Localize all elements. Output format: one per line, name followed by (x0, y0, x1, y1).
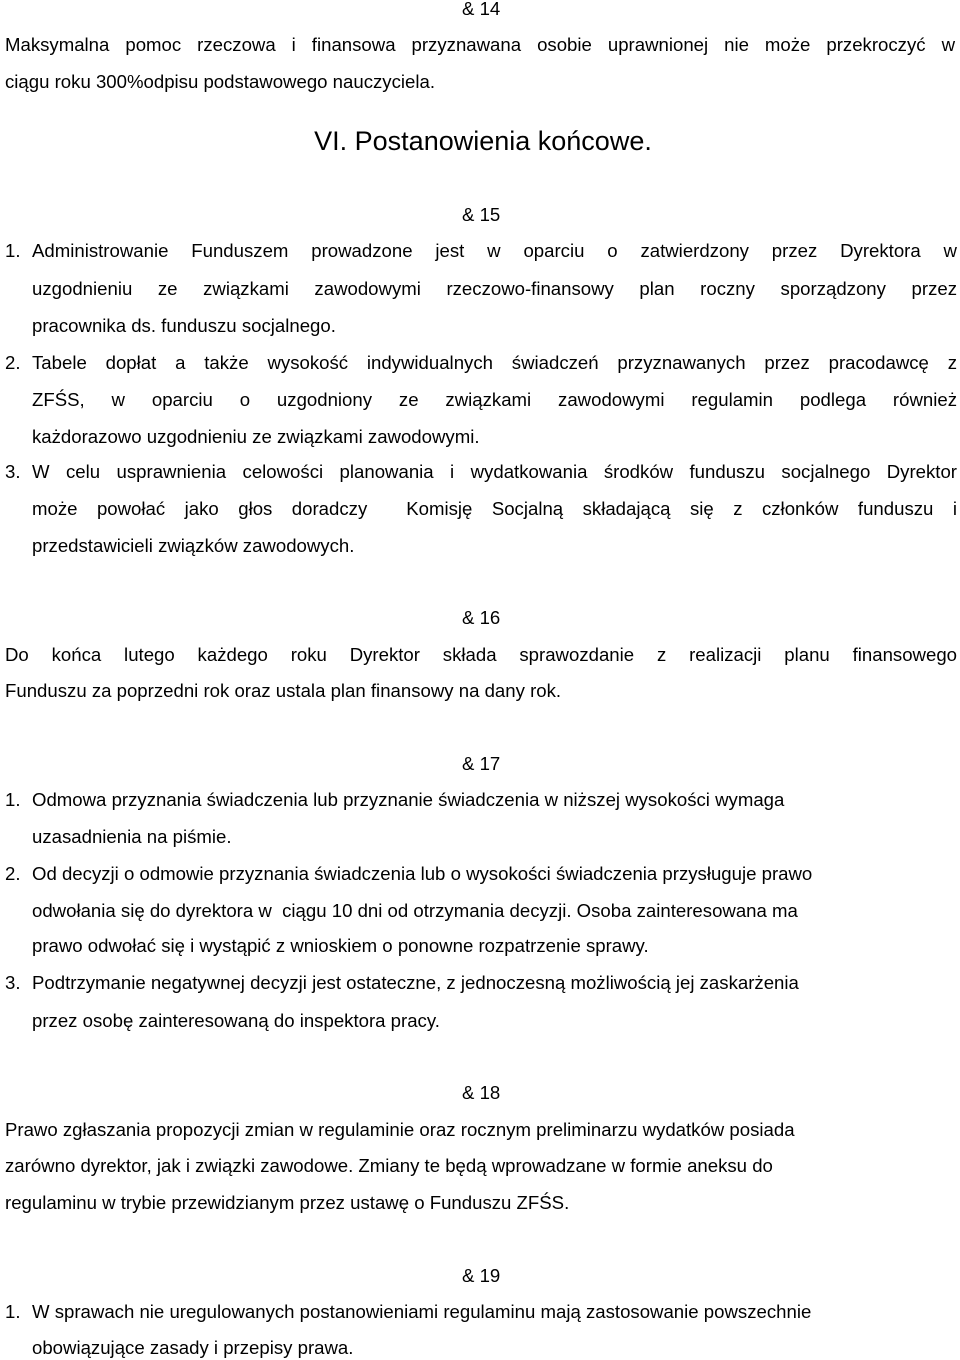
s15-item-1-line-3: pracownika ds. funduszu socjalnego. (32, 315, 336, 336)
s16-line-1: Do końca lutego każdego roku Dyrektor składa sprawozdanie z realizacji planu finansowego (5, 644, 957, 665)
s17-item-1-number: 1. (5, 789, 21, 810)
s14-line-2: ciągu roku 300%odpisu podstawowego nauczyciela. (5, 71, 435, 92)
s15-item-3-number: 3. (5, 461, 21, 482)
s17-item-1-line-2: uzasadnienia na piśmie. (32, 826, 232, 847)
s15-item-2-line-3: każdorazowo uzgodnieniu ze związkami zawodowymi. (32, 426, 480, 447)
section-heading-17: & 17 (462, 753, 501, 774)
s15-item-3-line-1: W celu usprawnienia celowości planowania i wydatkowania środków funduszu socjalnego Dyrektor (32, 461, 957, 482)
section-heading-14: & 14 (462, 0, 501, 19)
s15-item-1-line-1: Administrowanie Funduszem prowadzone jest w oparciu o zatwierdzony przez Dyrektora w (32, 240, 957, 261)
chapter-title: VI. Postanowienia końcowe. (314, 126, 652, 156)
s15-item-1-line-2: uzgodnieniu ze związkami zawodowymi rzeczowo-finansowy plan roczny sporządzony przez (32, 278, 957, 299)
s15-item-3-line-3: przedstawicieli związków zawodowych. (32, 535, 355, 556)
s15-item-1-number: 1. (5, 240, 21, 261)
section-heading-18: & 18 (462, 1082, 501, 1103)
s15-item-2-number: 2. (5, 352, 21, 373)
s15-item-3-line-2: może powołać jako głos doradczy Komisję Socjalną składającą się z członków funduszu i (32, 498, 957, 519)
section-heading-16: & 16 (462, 607, 501, 628)
s19-item-1-line-2: obowiązujące zasady i przepisy prawa. (32, 1337, 354, 1358)
s16-line-2: Funduszu za poprzedni rok oraz ustala plan finansowy na dany rok. (5, 680, 562, 701)
section-heading-19: & 19 (462, 1265, 501, 1286)
s19-item-1-line-1: W sprawach nie uregulowanych postanowieniami regulaminu mają zastosowanie powszechnie (32, 1301, 812, 1322)
s17-item-2-line-3: prawo odwołać się i wystąpić z wnioskiem o ponowne rozpatrzenie sprawy. (32, 935, 649, 956)
s18-line-3: regulaminu w trybie przewidzianym przez ustawę o Funduszu ZFŚS. (5, 1192, 570, 1213)
s17-item-2-line-1: Od decyzji o odmowie przyznania świadczenia lub o wysokości świadczenia przysługuje prawo (32, 863, 813, 884)
s17-item-2-number: 2. (5, 863, 21, 884)
s15-item-2-line-2: ZFŚS, w oparciu o uzgodniony ze związkami zawodowymi regulamin podlega również (32, 389, 957, 410)
s15-item-2-line-1: Tabele dopłat a także wysokość indywidualnych świadczeń przyznawanych przez pracodawcę z (32, 352, 957, 373)
s18-line-1: Prawo zgłaszania propozycji zmian w regulaminie oraz rocznym preliminarzu wydatków posiada (5, 1119, 795, 1140)
section-heading-15: & 15 (462, 204, 501, 225)
s17-item-1-line-1: Odmowa przyznania świadczenia lub przyznanie świadczenia w niższej wysokości wymaga (32, 789, 785, 810)
s18-line-2: zarówno dyrektor, jak i związki zawodowe. Zmiany te będą wprowadzane w formie aneksu do (5, 1155, 773, 1176)
s17-item-3-line-1: Podtrzymanie negatywnej decyzji jest ostateczne, z jednoczesną możliwością jej zaskarżenia (32, 972, 799, 993)
s19-item-1-number: 1. (5, 1301, 21, 1322)
s17-item-2-line-2: odwołania się do dyrektora w ciągu 10 dni od otrzymania decyzji. Osoba zainteresowana ma (32, 900, 798, 921)
s17-item-3-line-2: przez osobę zainteresowaną do inspektora pracy. (32, 1010, 440, 1031)
s17-item-3-number: 3. (5, 972, 21, 993)
s14-line-1: Maksymalna pomoc rzeczowa i finansowa przyznawana osobie uprawnionej nie może przekroczyć w (5, 34, 955, 55)
